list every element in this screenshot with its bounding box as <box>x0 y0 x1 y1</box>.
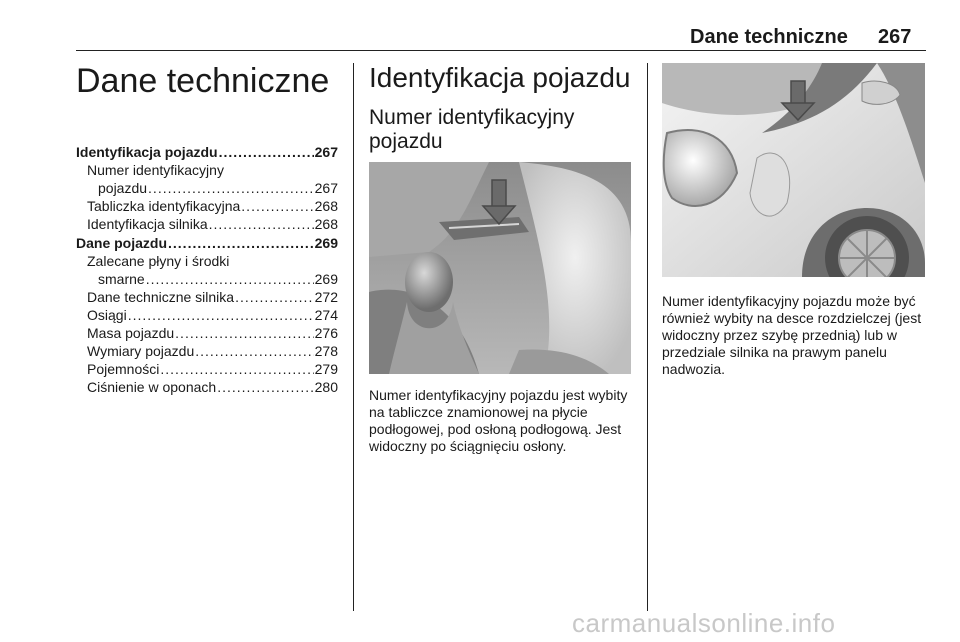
toc-item-fluids-cont[interactable]: smarne ..... 269 <box>76 270 338 288</box>
toc-item-fluids[interactable]: Zalecane płyny i środki <box>87 253 230 269</box>
toc-item-vehicle-data[interactable]: Dane pojazdu ..... 269 <box>76 234 338 252</box>
toc-item-identification[interactable]: Identyfikacja pojazdu ..... 267 <box>76 143 338 161</box>
paragraph-floor-vin: Numer identyfikacyjny pojazdu jest wybity na tabliczce znamionowej na płycie podłogowej, pod osłoną podłogową. Jest widoczny po ściągnięciu osłony. <box>369 387 628 454</box>
running-header-title: Dane techniczne <box>690 26 848 48</box>
windscreen-vin-illustration <box>662 63 925 277</box>
column-separator-right <box>647 63 648 611</box>
toc-item-vin[interactable]: Numer identyfikacyjny <box>87 162 224 178</box>
floor-vin-illustration <box>369 162 631 374</box>
watermark: carmanualsonline.info <box>572 608 836 638</box>
header-rule <box>76 50 926 51</box>
paragraph-windscreen-vin: Numer identyfikacyjny pojazdu może być również wybity na desce rozdzielczej (jest widoczny przez szybę przednią) lub w przedziale silnika na prawym panelu nadwozia. <box>662 293 922 377</box>
toc-item-plate[interactable]: Tabliczka identyfikacyjna ..... 268 <box>76 197 338 215</box>
column-separator-left <box>353 63 354 611</box>
toc-item-dimensions[interactable]: Wymiary pojazdu ..... 278 <box>76 342 338 360</box>
toc-item-capacities[interactable]: Pojemności ..... 279 <box>76 360 338 378</box>
chapter-title: Dane techniczne <box>76 62 330 100</box>
floor-vin-photo <box>369 162 631 374</box>
windscreen-vin-photo <box>662 63 925 277</box>
toc-item-engine-data[interactable]: Dane techniczne silnika ..... 272 <box>76 288 338 306</box>
table-of-contents <box>76 143 338 396</box>
toc-item-engine-id[interactable]: Identyfikacja silnika ..... 268 <box>76 215 338 233</box>
toc-item-performance[interactable]: Osiągi ..... 274 <box>76 306 338 324</box>
toc-item-tyre-pressure[interactable]: Ciśnienie w oponach ..... 280 <box>76 378 338 396</box>
subsection-title: Numer identyfikacyjny pojazdu <box>369 106 575 153</box>
toc-item-mass[interactable]: Masa pojazdu ..... 276 <box>76 324 338 342</box>
section-title: Identyfikacja pojazdu <box>369 62 631 93</box>
page-number: 267 <box>878 26 912 48</box>
toc-item-vin-cont[interactable]: pojazdu ..... 267 <box>76 179 338 197</box>
